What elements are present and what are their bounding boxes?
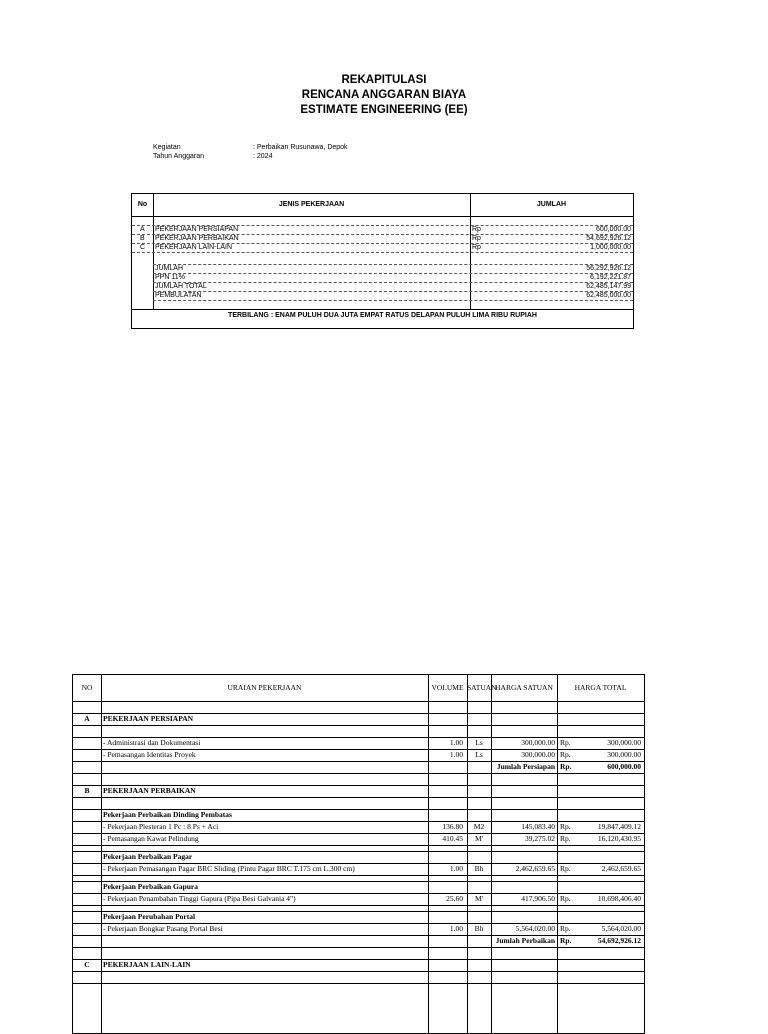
item-volume: 1.00 (449, 750, 463, 759)
recap-item-name: PEKERJAAN LAIN-LAIN (155, 244, 233, 251)
subtotal-label: Jumlah Persiapan (496, 762, 555, 771)
recap-item-currency: Rp (472, 226, 481, 233)
item-currency: Rp. (560, 894, 571, 903)
item-satuan: M' (474, 894, 484, 903)
detail-item-row (73, 863, 644, 875)
recap-total-amount: 6,192,221.87 (590, 274, 631, 281)
info-tahun (153, 152, 272, 161)
item-harga-satuan: 39,275.02 (525, 834, 555, 843)
item-volume: 410.45 (442, 834, 463, 843)
item-harga-satuan: 5,564,020.00 (515, 924, 555, 933)
recap-dash (153, 300, 633, 301)
section-no: A (84, 714, 90, 723)
item-volume: 136.80 (442, 822, 463, 831)
detail-table (72, 674, 645, 1034)
item-satuan: M2 (473, 822, 485, 831)
item-volume: 1.00 (449, 924, 463, 933)
recap-terbilang-divider (132, 309, 633, 310)
item-total: 2,462,659.65 (601, 864, 641, 873)
tahun-label: Tahun Anggaran (153, 153, 204, 160)
recap-total-label: PPN 11% (155, 274, 185, 281)
recap-item-amount: 1,000,000.00 (590, 244, 631, 251)
item-currency: Rp. (560, 924, 571, 933)
detail-row-divider (73, 797, 644, 798)
detail-item-row (73, 923, 644, 935)
recap-table (131, 193, 634, 329)
item-description: - Pemasangan Kawat Pelindung (103, 834, 199, 843)
recap-item-no: A (140, 226, 145, 233)
item-satuan: Ls (475, 750, 483, 759)
recap-total-label: JUMLAH (155, 265, 184, 272)
recap-dash (153, 282, 633, 283)
recap-total-amount: 56,292,926.12 (586, 265, 631, 272)
item-description: - Pekerjaan Plesteran 1 Pc : 8 Ps + Aci (103, 822, 219, 831)
detail-row-divider (73, 845, 644, 846)
detail-item-row (73, 833, 644, 845)
item-description: - Pekerjaan Penambahan Tinggi Gapura (Pipa Besi Galvania 4") (103, 894, 296, 903)
kegiatan-label: Kegiatan (153, 144, 181, 151)
recap-item-currency: Rp (472, 235, 481, 242)
detail-header-uraian: URAIAN PEKERJAAN (227, 683, 302, 692)
detail-group-row (73, 881, 644, 893)
detail-subtotal-row (73, 761, 644, 773)
subtotal-currency: Rp. (560, 762, 572, 771)
item-total: 16,120,430.95 (597, 834, 641, 843)
detail-header-no: NO (81, 683, 93, 692)
doc-title-ee: ESTIMATE ENGINEERING (EE) (300, 104, 468, 116)
item-currency: Rp. (560, 822, 571, 831)
item-harga-satuan: 2,462,659.65 (515, 864, 555, 873)
detail-row-divider (73, 947, 644, 948)
recap-total-label: JUMLAH TOTAL (155, 283, 207, 290)
item-volume: 1.00 (449, 864, 463, 873)
item-volume: 25.60 (446, 894, 463, 903)
detail-section-row (73, 959, 644, 971)
item-currency: Rp. (560, 750, 571, 759)
item-volume: 1.00 (449, 738, 463, 747)
item-total: 10,698,406.40 (597, 894, 641, 903)
item-description: - Administrasi dan Dokumentasi (103, 738, 201, 747)
detail-header-satuan: SATUAN (467, 683, 497, 692)
group-title: Pekerjaan Perubahan Portal (103, 912, 196, 921)
detail-header-volume: VOLUME (431, 683, 464, 692)
recap-total-amount: 62,485,000.00 (586, 292, 631, 299)
info-kegiatan (153, 143, 348, 152)
recap-total-amount: 62,485,147.99 (586, 283, 631, 290)
subtotal-label: Jumlah Perbaikan (495, 936, 555, 945)
item-harga-satuan: 145,083.40 (521, 822, 555, 831)
item-currency: Rp. (560, 864, 571, 873)
item-total: 300,000.00 (607, 750, 641, 759)
recap-item-amount: 600,000.00 (595, 226, 631, 233)
item-description: - Pekerjaan Pemasangan Pagar BRC Sliding (Pintu Pagar BRC T.175 cm L.300 cm) (103, 864, 355, 873)
recap-item-no: C (140, 244, 146, 251)
group-title: Pekerjaan Perbaikan Dinding Pembatas (103, 810, 232, 819)
recap-dash (132, 252, 633, 253)
recap-total-label: PEMBULATAN (155, 292, 202, 299)
group-title: Pekerjaan Perbaikan Gapura (103, 882, 198, 891)
item-satuan: Ls (475, 738, 483, 747)
tahun-value: : 2024 (253, 153, 273, 160)
recap-item-currency: Rp (472, 244, 481, 251)
detail-item-row (73, 821, 644, 833)
section-no: B (84, 786, 90, 795)
doc-title-rab: RENCANA ANGGARAN BIAYA (301, 89, 467, 101)
detail-item-row (73, 737, 644, 749)
detail-row-divider (73, 971, 644, 972)
kegiatan-value: : Perbaikan Rusunawa, Depok (253, 144, 348, 151)
detail-item-row (73, 893, 644, 905)
section-title: PEKERJAAN LAIN-LAIN (103, 960, 191, 969)
item-harga-satuan: 300,000.00 (521, 750, 555, 759)
detail-subtotal-row (73, 935, 644, 947)
section-title: PEKERJAAN PERSIAPAN (103, 714, 194, 723)
detail-row-divider (73, 773, 644, 774)
recap-item-name: PEKERJAAN PERBAIKAN (155, 235, 239, 242)
item-satuan: Bh (474, 864, 484, 873)
subtotal-currency: Rp. (560, 936, 572, 945)
recap-item-no: B (140, 235, 145, 242)
recap-terbilang: TERBILANG : ENAM PULUH DUA JUTA EMPAT RATUS DELAPAN PULUH LIMA RIBU RUPIAH (228, 312, 537, 319)
item-description: - Pekerjaan Bongkar Pasang Portal Besi (103, 924, 223, 933)
recap-item-amount: 54,692,926.12 (586, 235, 631, 242)
detail-group-row (73, 851, 644, 863)
section-no: C (84, 960, 90, 969)
detail-row-divider (73, 725, 644, 726)
item-harga-satuan: 417,906.50 (521, 894, 555, 903)
detail-item-row (73, 749, 644, 761)
recap-header-jenis: JENIS PEKERJAAN (278, 201, 345, 208)
detail-section-row (73, 713, 644, 725)
item-description: - Pemasangan Identitas Proyek (103, 750, 196, 759)
detail-row-divider (73, 983, 644, 984)
detail-group-row (73, 809, 644, 821)
recap-item-name: PEKERJAAN PERSIAPAN (155, 226, 239, 233)
item-satuan: Bh (474, 924, 484, 933)
item-harga-satuan: 300,000.00 (521, 738, 555, 747)
subtotal-amount: 54,692,926.12 (597, 936, 641, 945)
detail-header-harga-satuan: HARGA SATUAN (495, 683, 553, 692)
subtotal-amount: 600,000.00 (607, 762, 641, 771)
item-satuan: M' (474, 834, 484, 843)
item-total: 300,000.00 (607, 738, 641, 747)
recap-dash (153, 264, 633, 265)
recap-dash (153, 273, 633, 274)
doc-title-rekapitulasi: REKAPITULASI (341, 74, 427, 86)
section-title: PEKERJAAN PERBAIKAN (103, 786, 196, 795)
recap-dash (153, 291, 633, 292)
detail-section-row (73, 785, 644, 797)
recap-header-no: No (137, 201, 148, 208)
detail-header-harga-total: HARGA TOTAL (574, 683, 627, 692)
item-currency: Rp. (560, 834, 571, 843)
group-title: Pekerjaan Perbaikan Pagar (103, 852, 193, 861)
detail-group-row (73, 911, 644, 923)
item-currency: Rp. (560, 738, 571, 747)
detail-header-divider (73, 701, 644, 702)
item-total: 5,564,020.00 (601, 924, 641, 933)
recap-header-jumlah: JUMLAH (536, 201, 567, 208)
detail-row-divider (73, 875, 644, 876)
detail-row-divider (73, 905, 644, 906)
item-total: 19,847,409.12 (597, 822, 641, 831)
recap-header-divider (132, 216, 633, 217)
